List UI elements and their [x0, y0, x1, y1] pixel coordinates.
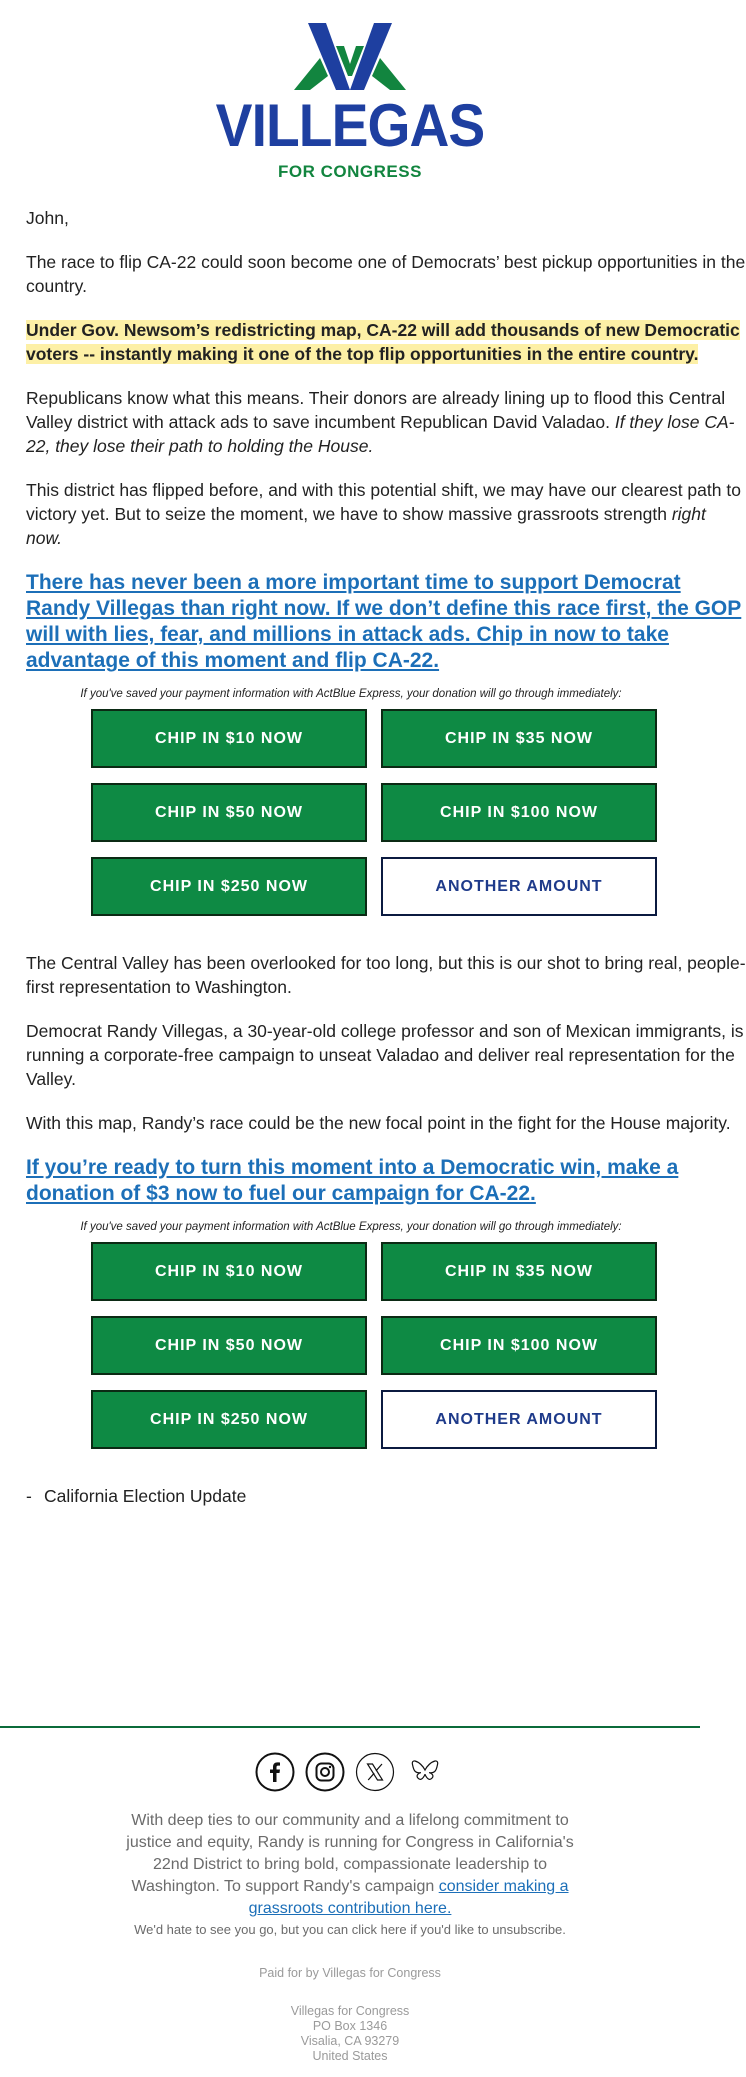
list-item [26, 1484, 746, 1508]
address-line: Villegas for Congress [290, 2004, 410, 2018]
mailing-address [0, 2004, 700, 2064]
chip-in-100-button[interactable]: CHIP IN $100 NOW [381, 1316, 657, 1375]
logo-name: VILLEGAS [215, 92, 485, 159]
another-amount-button[interactable]: ANOTHER AMOUNT [381, 857, 657, 916]
highlight-paragraph [26, 318, 746, 366]
instagram-icon[interactable] [305, 1752, 345, 1792]
unsubscribe-link[interactable]: We'd hate to see you go, but you can click here if you'd like to unsubscribe. [134, 1922, 566, 1937]
contribution-link[interactable]: consider making a grassroots contribution here. [248, 1878, 569, 1917]
paragraph-randy: Democrat Randy Villegas, a 30-year-old college professor and son of Mexican immigrants, is running a corporate-free campaign to unseat Valadao and deliver real representation for the Valley. [26, 1021, 744, 1089]
chip-in-10-button[interactable]: CHIP IN $10 NOW [91, 709, 367, 768]
footer-blurb [110, 1810, 590, 1920]
email-footer [0, 1726, 700, 2077]
bullet-dash: - [26, 1486, 32, 1506]
bluesky-icon[interactable] [405, 1752, 445, 1792]
paragraph-district-italic: right now. [26, 504, 706, 548]
chip-in-10-button[interactable]: CHIP IN $10 NOW [91, 1242, 367, 1301]
paragraph-district [26, 478, 746, 550]
chip-in-250-button[interactable]: CHIP IN $250 NOW [91, 1390, 367, 1449]
paragraph-republicans [26, 386, 746, 458]
facebook-icon[interactable] [255, 1752, 295, 1792]
chip-in-35-button[interactable]: CHIP IN $35 NOW [381, 1242, 657, 1301]
logo-subtitle: FOR CONGRESS [278, 162, 422, 181]
email-body [26, 206, 746, 1508]
chip-in-50-button[interactable]: CHIP IN $50 NOW [91, 783, 367, 842]
actblue-note-2: If you've saved your payment information with ActBlue Express, your donation will go through immediately: [80, 1221, 622, 1233]
paragraph-district-text: This district has flipped before, and with this potential shift, we may have our clearest path to victory yet. But to seize the moment, we have to show massive grassroots strength [26, 480, 741, 524]
address-line: United States [312, 2049, 388, 2063]
paragraph-republicans-italic: If they lose CA-22, they lose their path to holding the House. [26, 412, 735, 456]
chip-in-100-button[interactable]: CHIP IN $100 NOW [381, 783, 657, 842]
another-amount-button[interactable]: ANOTHER AMOUNT [381, 1390, 657, 1449]
paragraph-republicans-text: Republicans know what this means. Their donors are already lining up to flood this Central Valley district with attack ads to save incumbent Republican David Valadao. [26, 388, 726, 432]
paragraph-central-valley: The Central Valley has been overlooked for too long, but this is our shot to bring real, people-first representation to Washington. [26, 953, 746, 997]
footer-blurb-text: With deep ties to our community and a lifelong commitment to justice and equity, Randy is running for Congress in California's 22nd District to bring bold, compassionate leadership to Washington. To support Randy's campaign [126, 1812, 574, 1895]
paragraph-race: The race to flip CA-22 could soon become one of Democrats’ best pickup opportunities in the country. [26, 252, 746, 296]
donate-button-grid-2 [26, 1242, 676, 1462]
chip-in-250-button[interactable]: CHIP IN $250 NOW [91, 857, 367, 916]
highlight-text: Under Gov. Newsom’s redistricting map, CA-22 will add thousands of new Democratic voters -- instantly making it one of the top flip opportunities in the entire country. [26, 320, 740, 364]
chip-in-50-button[interactable]: CHIP IN $50 NOW [91, 1316, 367, 1375]
chip-in-35-button[interactable]: CHIP IN $35 NOW [381, 709, 657, 768]
donate-link-three[interactable]: If you’re ready to turn this moment into a Democratic win, make a donation of $3 now to fuel our campaign for CA-22. [26, 1156, 679, 1205]
paragraph-map: With this map, Randy’s race could be the new focal point in the fight for the House majority. [26, 1113, 731, 1133]
actblue-note: If you've saved your payment information with ActBlue Express, your donation will go through immediately: [80, 688, 622, 700]
greeting: John, [26, 208, 69, 228]
address-line: Visalia, CA 93279 [300, 2034, 400, 2048]
donate-button-grid [26, 709, 676, 929]
address-line: PO Box 1346 [312, 2019, 388, 2033]
logo-emblem [240, 18, 460, 96]
campaign-logo [0, 18, 700, 181]
x-icon[interactable] [355, 1752, 395, 1792]
bullet-text: California Election Update [44, 1486, 247, 1506]
paid-for-disclaimer: Paid for by Villegas for Congress [259, 1966, 441, 1980]
social-links [0, 1752, 700, 1792]
donate-link-main[interactable]: There has never been a more important time to support Democrat Randy Villegas than right now. If we don’t define this race first, the GOP will with lies, fear, and millions in attack ads. Chip in now to take advantage of this moment and flip CA-22. [26, 571, 742, 672]
